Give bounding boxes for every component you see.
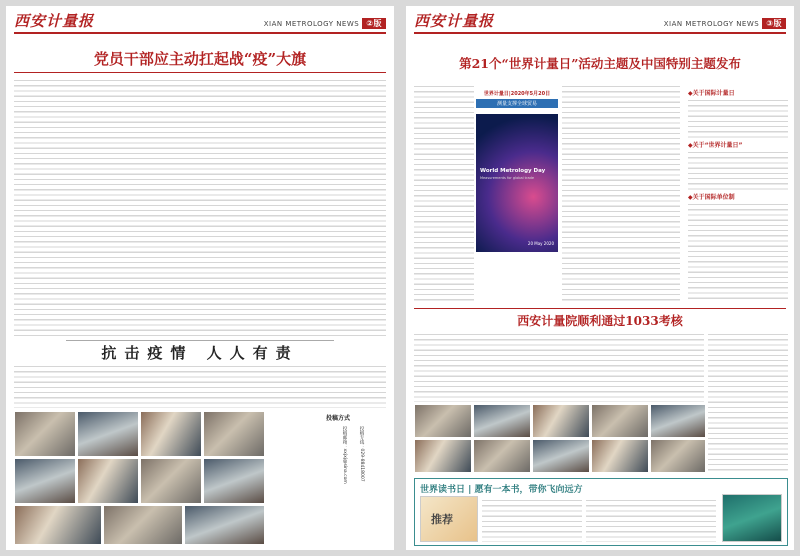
newspaper-logo: 西安计量报 bbox=[414, 12, 495, 30]
review-photo-4 bbox=[591, 404, 649, 438]
divider bbox=[14, 72, 386, 73]
submission-tel: 投稿专线：029-88418007 bbox=[359, 426, 364, 482]
edition-label: XIAN METROLOGY NEWS ②版 bbox=[264, 18, 386, 29]
book-cover-2 bbox=[722, 494, 782, 542]
book-cover-1-text: 推荐 bbox=[431, 513, 453, 526]
left-headline: 党员干部应主动扛起战“疫”大旗 bbox=[93, 50, 307, 68]
side-head-1: ◆关于国际计量日 bbox=[688, 90, 735, 97]
book-day-banner: 世界读书日 | 愿有一本书，带你飞向远方 bbox=[420, 485, 583, 495]
submission-mail: 投稿邮箱：xxjxj@sina.com bbox=[342, 426, 347, 484]
photo-3 bbox=[140, 411, 202, 457]
review-photo-6 bbox=[414, 439, 472, 473]
banner-article-body bbox=[14, 364, 386, 408]
book-cover-1 bbox=[420, 496, 478, 542]
poster-title: 世界计量日|2020年5月20日 bbox=[483, 91, 551, 97]
divider bbox=[414, 308, 786, 309]
book-review-2 bbox=[586, 498, 716, 542]
photo-11 bbox=[184, 505, 265, 545]
side-col-1 bbox=[688, 98, 788, 138]
review-photo-5 bbox=[650, 404, 706, 438]
photo-6 bbox=[77, 458, 139, 504]
photo-9 bbox=[14, 505, 102, 545]
photo-2 bbox=[77, 411, 139, 457]
right-masthead bbox=[414, 10, 786, 34]
review-photo-8 bbox=[532, 439, 590, 473]
section-banner: 抗击疫情 人人有责 bbox=[66, 340, 334, 365]
book-review-1 bbox=[482, 498, 582, 542]
page-number: ③版 bbox=[762, 18, 786, 29]
review-photo-2 bbox=[473, 404, 531, 438]
article-1033-body bbox=[414, 332, 704, 402]
photo-5 bbox=[14, 458, 76, 504]
left-masthead bbox=[14, 10, 386, 34]
article-1033-right bbox=[708, 332, 788, 474]
article-col-1 bbox=[414, 84, 474, 302]
article-body bbox=[14, 78, 386, 336]
poster-en-subtitle: Measurements for global trade bbox=[480, 176, 535, 180]
article-col-2 bbox=[562, 84, 680, 302]
poster-caption bbox=[476, 90, 558, 108]
right-headline: 第21个“世界计量日”活动主题及中国特别主题发布 bbox=[459, 56, 741, 71]
review-photo-7 bbox=[473, 439, 531, 473]
review-photo-10 bbox=[650, 439, 706, 473]
left-page bbox=[6, 6, 394, 550]
photo-1 bbox=[14, 411, 76, 457]
side-head-3: ◆关于国际单位制 bbox=[688, 194, 735, 201]
side-col-2 bbox=[688, 150, 788, 190]
review-photo-3 bbox=[532, 404, 590, 438]
submission-tag: 投稿方式 bbox=[326, 415, 351, 422]
photo-8 bbox=[203, 458, 265, 504]
review-photo-9 bbox=[591, 439, 649, 473]
newspaper-logo: 西安计量报 bbox=[14, 12, 95, 30]
page-number: ②版 bbox=[362, 18, 386, 29]
photo-7 bbox=[140, 458, 202, 504]
poster-en-title: World Metrology Day bbox=[480, 168, 546, 174]
side-col-3 bbox=[688, 202, 788, 302]
poster-subtitle: 测量支撑全球贸易 bbox=[476, 99, 558, 108]
photo-10 bbox=[103, 505, 183, 545]
side-head-2: ◆关于“世界计量日” bbox=[688, 142, 743, 149]
world-metrology-day-poster bbox=[476, 114, 558, 252]
right-page bbox=[406, 6, 794, 550]
poster-date: 20 May 2020 bbox=[527, 241, 554, 246]
review-photo-1 bbox=[414, 404, 472, 438]
photo-4 bbox=[203, 411, 265, 457]
edition-label: XIAN METROLOGY NEWS ③版 bbox=[664, 18, 786, 29]
headline-1033: 西安计量院顺利通过1033考核 bbox=[517, 314, 683, 328]
